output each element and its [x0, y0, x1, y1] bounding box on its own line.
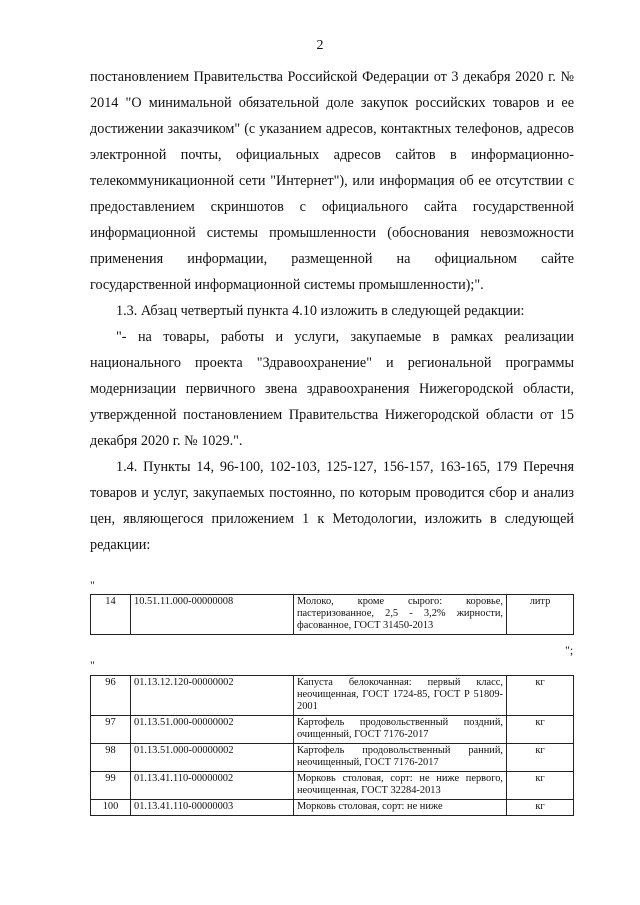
quote-close-1: ";: [565, 643, 574, 657]
page-number: 2: [316, 38, 324, 53]
item-code: 01.13.41.110-00000003: [131, 800, 294, 816]
item-number: 99: [91, 772, 131, 800]
paragraph-item-1-3: 1.3. Абзац четвертый пункта 4.10 изложить в следующей редакции:: [116, 303, 525, 319]
item-code: 01.13.51.000-00000002: [131, 744, 294, 772]
table-row: [91, 716, 574, 744]
quote-open-2: ": [90, 658, 95, 672]
item-name: Морковь столовая, сорт: не ниже: [294, 800, 507, 816]
paragraph-quote: "- на товары, работы и услуги, закупаемые в рамках реализации национального проекта "Здравоохранение" и региональной программы модернизации первичного звена здравоохранения Нижегородской области, утвержденной постановлением Правительства Нижегородской области от 15 декабря 2020 г. № 1029.".: [90, 329, 574, 449]
item-name: Капуста белокочанная: первый класс, неочищенная, ГОСТ 1724-85, ГОСТ Р 51809-2001: [294, 676, 507, 716]
item-unit: кг: [507, 744, 574, 772]
item-name: Картофель продовольственный ранний, неочищенный, ГОСТ 7176-2017: [294, 744, 507, 772]
item-unit: кг: [507, 676, 574, 716]
quote-open-1: ": [90, 578, 95, 592]
item-number: 97: [91, 716, 131, 744]
item-name: Молоко, кроме сырого: коровье, пастеризованное, 2,5 - 3,2% жирности, фасованное, ГОСТ 31450-2013: [294, 595, 507, 635]
item-number: 14: [91, 595, 131, 635]
table-row: [91, 676, 574, 716]
item-unit: литр: [507, 595, 574, 635]
item-name: Морковь столовая, сорт: не ниже первого, неочищенная, ГОСТ 32284-2013: [294, 772, 507, 800]
item-code: 01.13.12.120-00000002: [131, 676, 294, 716]
item-code: 10.51.11.000-00000008: [131, 595, 294, 635]
item-unit: кг: [507, 800, 574, 816]
items-table-1: [90, 594, 574, 635]
item-unit: кг: [507, 716, 574, 744]
items-table-2: [90, 675, 574, 816]
item-code: 01.13.41.110-00000002: [131, 772, 294, 800]
item-number: 98: [91, 744, 131, 772]
item-unit: кг: [507, 772, 574, 800]
item-number: 100: [91, 800, 131, 816]
paragraph-continuation: постановлением Правительства Российской Федерации от 3 декабря 2020 г. № 2014 "О минимальной обязательной доле закупок российских товаров и ее достижении заказчиком" (с указанием адресов, контактных телефонов, адресов электронной почты, официальных адресов сайтов в информационно-телекоммуникационной сети "Интернет"), или информация об ее отсутствии с предоставлением скриншотов с официального сайта государственной информационной системы промышленности (обоснования невозможности применения информации, размещенной на официальном сайте государственной информационной системы промышленности);".: [90, 69, 574, 293]
document-body: [90, 64, 574, 558]
item-number: 96: [91, 676, 131, 716]
paragraph-item-1-4: 1.4. Пункты 14, 96-100, 102-103, 125-127, 156-157, 163-165, 179 Перечня товаров и услуг, закупаемых постоянно, по которым проводится сбор и анализ цен, являющегося приложением 1 к Методологии, изложить в следующей редакции:: [90, 459, 574, 553]
item-name: Картофель продовольственный поздний, очищенный, ГОСТ 7176-2017: [294, 716, 507, 744]
item-code: 01.13.51.000-00000002: [131, 716, 294, 744]
table-row: [91, 595, 574, 635]
table-row: [91, 800, 574, 816]
table-row: [91, 744, 574, 772]
table-row: [91, 772, 574, 800]
